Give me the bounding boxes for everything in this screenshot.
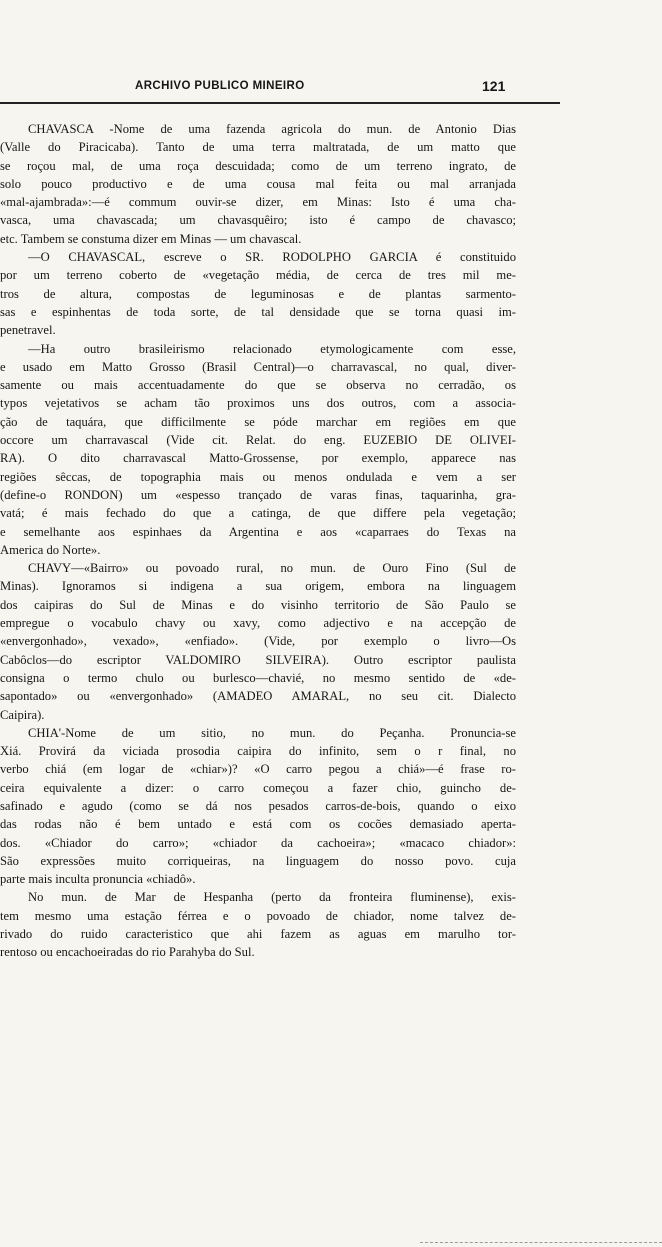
text-line: samente ou mais accentuadamente do que se observa no cerradão, os (0, 378, 516, 393)
text-line: CHAVASCA -Nome de uma fazenda agricola do mun. de Antonio Dias (28, 122, 516, 136)
text-line: São expressões muito corriqueiras, na linguagem do nosso povo. cuja (0, 853, 516, 868)
text-line: RA). O dito charravascal Matto-Grossense, por exemplo, apparece nas (0, 451, 516, 466)
text-line: sas e espinhentas de toda sorte, de tal densidade que se torna quasi im- (0, 304, 516, 319)
text-line: rentoso ou encachoeiradas do rio Parahyba do Sul. (0, 945, 255, 960)
text-line: se roçou mal, de uma roça descuidada; como de um terreno ingrato, de (0, 158, 516, 173)
text-line: vasca, uma chavascada; um chavasquêiro; isto é campo de chavasco; (0, 213, 516, 228)
text-line: e semelhante aos espinhaes da Argentina e aos «caparraes do Texas na (0, 524, 516, 539)
page-number: 121 (482, 78, 506, 94)
text-line: ção de taquára, que difficilmente se póde marchar em regiões em que (0, 414, 516, 429)
text-line: (Valle do Piracicaba). Tanto de uma terra maltratada, de um matto que (0, 140, 516, 155)
page-header (0, 78, 560, 104)
text-line: das rodas não é bem untado e está com os cocões demasiado aperta- (0, 817, 516, 832)
text-line: —O CHAVASCAL, escreve o SR. RODOLPHO GARCIA é constituido (28, 250, 516, 265)
text-line: dos caipiras do Sul de Minas e do visinho territorio de São Paulo se (0, 597, 516, 612)
text-line: typos vejetativos se acham tão proximos uns dos outros, com a associa- (0, 396, 516, 411)
text-line: CHIA'-Nome de um sitio, no mun. do Peçanha. Pronuncia-se (28, 725, 516, 740)
text-line: etc. Tambem se constuma dizer em Minas — um chavascal. (0, 231, 302, 246)
text-line: parte mais inculta pronuncia «chiadô». (0, 872, 196, 887)
text-line: solo pouco productivo e de uma cousa mal feita ou mal arranjada (0, 176, 516, 191)
text-line: rivado do ruido caracteristico que ahi fazem as aguas em marulho tor- (0, 927, 516, 942)
text-line: safinado e agudo (como se dá nos pesados carros-de-bois, quando o eixo (0, 798, 516, 813)
text-line: dos. «Chiador do carro»; «chiador da cachoeira»; «macaco chiador»: (0, 835, 516, 850)
text-line: Xiá. Provirá da viciada prosodia caipira do infinito, sem o r final, no (0, 744, 516, 759)
text-line: (define-o RONDON) um «espesso trançado de varas finas, taquarinha, gra- (0, 487, 516, 502)
text-line: America do Norte». (0, 542, 101, 557)
text-line: «mal-ajambrada»:—é commum ouvir-se dizer, em Minas: Isto é uma cha- (0, 195, 516, 210)
text-line: Caipira). (0, 707, 45, 722)
text-line: por um terreno coberto de «vegetação média, de cerca de tres mil me- (0, 268, 516, 283)
text-line: e usado em Matto Grosso (Brasil Central)—o charravascal, no qual, diver- (0, 359, 516, 374)
text-line: CHAVY—«Bairro» ou povoado rural, no mun. de Ouro Fino (Sul de (28, 561, 516, 576)
text-line: verbo chiá (em logar de «chiar»)? «O carro pegou a chiá»—é frase ro- (0, 762, 516, 777)
text-line: Cabôclos—do escriptor VALDOMIRO SILVEIRA). Outro escriptor paulista (0, 652, 516, 667)
text-line: ceira equivalente a dizer: o carro começou a fazer chio, guincho de- (0, 780, 516, 795)
text-line: penetravel. (0, 323, 56, 338)
body-text (0, 120, 516, 962)
text-line: No mun. de Mar de Hespanha (perto da fronteira fluminense), exis- (28, 890, 516, 905)
text-line: consigna o termo chulo ou burlesco—chavié, no mesmo sentido de «de- (0, 670, 516, 685)
text-line: regiões sêccas, de topographia mais ou menos ondulada e vem a ser (0, 469, 516, 484)
text-line: vatá; é mais fechado do que a catinga, de que differe pela vegetação; (0, 506, 516, 521)
text-line: —Ha outro brasileirismo relacionado etymologicamente com esse, (28, 341, 516, 356)
text-line: empregue o vocabulo chavy ou xavy, como adjectivo e na accepção de (0, 616, 516, 631)
text-line: Minas). Ignoramos si indigena a sua origem, embora na linguagem (0, 579, 516, 594)
text-line: occore um charravascal (Vide cit. Relat. do eng. EUZEBIO DE OLIVEI- (0, 433, 516, 448)
text-line: tros de altura, compostas de leguminosas e de plantas sarmento- (0, 286, 516, 301)
text-line: sapontado» ou «envergonhado» (AMADEO AMARAL, no seu cit. Dialecto (0, 689, 516, 704)
running-title: ARCHIVO PUBLICO MINEIRO (135, 80, 305, 92)
text-line: «envergonhado», vexado», «enfiado». (Vide, por exemplo o livro—Os (0, 634, 516, 649)
text-line: tem mesmo uma estação férrea e o povoado de chiador, nome talvez de- (0, 908, 516, 923)
bottom-rule (420, 1242, 662, 1243)
